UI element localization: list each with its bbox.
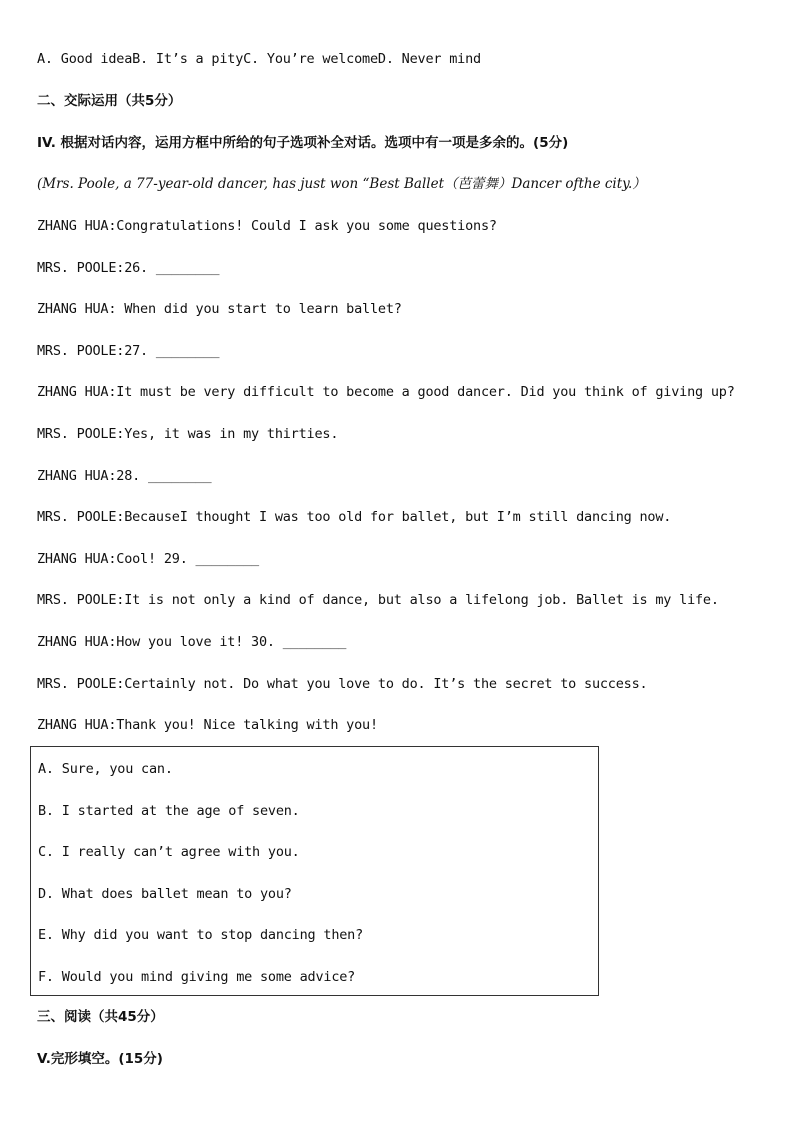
option-item: A. Sure, you can. (38, 761, 173, 777)
option-item: F. Would you mind giving me some advice? (38, 969, 356, 985)
dialogue-line: ZHANG HUA:Congratulations! Could I ask you some questions? (37, 218, 497, 234)
dialogue-line: ZHANG HUA:Thank you! Nice talking with you! (37, 717, 378, 733)
dialogue-line: MRS. POOLE:27. ________ (37, 343, 220, 359)
dialogue-line: ZHANG HUA:It must be very difficult to become a good dancer. Did you think of giving up? (37, 384, 735, 400)
dialogue-line: ZHANG HUA:Cool! 29. ________ (37, 551, 259, 567)
option-item: B. I started at the age of seven. (38, 803, 300, 819)
option-item: D. What does ballet mean to you? (38, 886, 292, 902)
dialogue-line: ZHANG HUA: When did you start to learn ballet? (37, 301, 402, 317)
section-heading-reading: 三、阅读（共45分） (37, 1009, 164, 1025)
dialogue-line: ZHANG HUA:28. ________ (37, 468, 212, 484)
section-heading-communication: 二、交际运用（共5分） (37, 93, 182, 109)
dialogue-line: MRS. POOLE:Certainly not. Do what you love to do. It’s the secret to success. (37, 676, 648, 692)
top-answer-options: A. Good ideaB. It’s a pityC. You’re welcomeD. Never mind (37, 51, 481, 67)
dialogue-line: MRS. POOLE:Yes, it was in my thirties. (37, 426, 339, 442)
dialogue-line: MRS. POOLE:BecauseI thought I was too old for ballet, but I’m still dancing now. (37, 509, 672, 525)
dialogue-intro: (Mrs. Poole, a 77-year-old dancer, has just won “Best Ballet（芭蕾舞）Dancer ofthe city.） (37, 176, 646, 192)
dialogue-line: MRS. POOLE:26. ________ (37, 260, 220, 276)
instruction-iv: IV. 根据对话内容，运用方框中所给的句子选项补全对话。选项中有一项是多余的。(5分) (37, 135, 569, 151)
subheading-cloze: V.完形填空。(15分) (37, 1051, 163, 1067)
dialogue-line: ZHANG HUA:How you love it! 30. ________ (37, 634, 347, 650)
options-box (30, 746, 599, 996)
dialogue-line: MRS. POOLE:It is not only a kind of dance, but also a lifelong job. Ballet is my life. (37, 592, 719, 608)
option-item: C. I really can’t agree with you. (38, 844, 300, 860)
option-item: E. Why did you want to stop dancing then? (38, 927, 364, 943)
